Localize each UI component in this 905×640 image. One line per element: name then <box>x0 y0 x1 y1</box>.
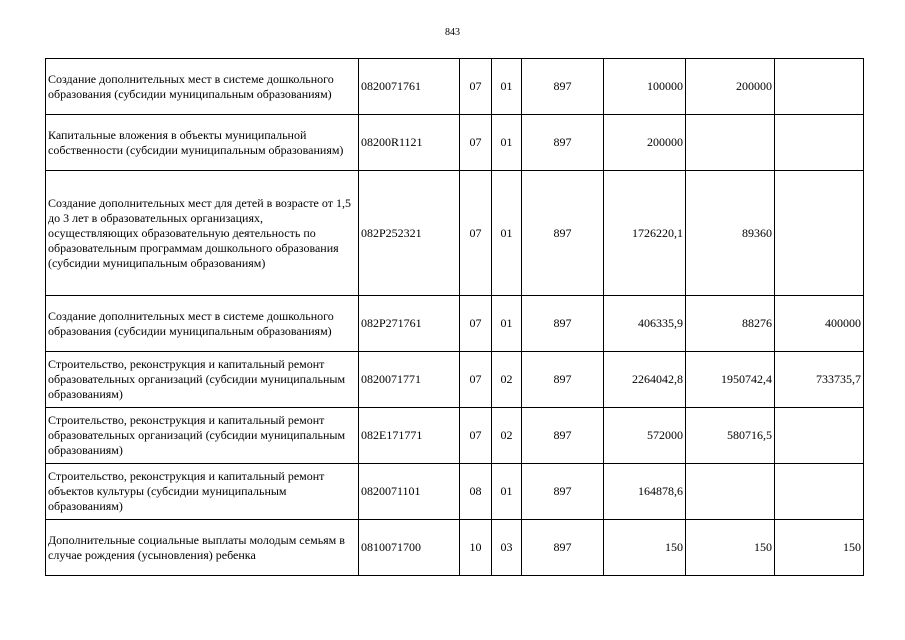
subsection-code: 03 <box>492 520 522 576</box>
section-code: 07 <box>460 352 492 408</box>
expense-name: Создание дополнительных мест в системе дошкольного образования (субсидии муниципальным образованиям) <box>46 59 359 115</box>
amount-1: 2264042,8 <box>604 352 686 408</box>
amount-3: 733735,7 <box>775 352 864 408</box>
target-code: 0810071700 <box>359 520 460 576</box>
expense-name: Дополнительные социальные выплаты молодым семьям в случае рождения (усыновления) ребенка <box>46 520 359 576</box>
table-row <box>46 408 864 464</box>
subsection-code: 02 <box>492 352 522 408</box>
amount-2: 200000 <box>686 59 775 115</box>
section-code: 07 <box>460 296 492 352</box>
amount-3: 150 <box>775 520 864 576</box>
amount-2: 150 <box>686 520 775 576</box>
amount-1: 406335,9 <box>604 296 686 352</box>
table-row <box>46 296 864 352</box>
section-code: 10 <box>460 520 492 576</box>
vr-code: 897 <box>522 352 604 408</box>
amount-2: 88276 <box>686 296 775 352</box>
amount-1: 572000 <box>604 408 686 464</box>
amount-1: 164878,6 <box>604 464 686 520</box>
expense-name: Строительство, реконструкция и капитальный ремонт объектов культуры (субсидии муниципальным образованиям) <box>46 464 359 520</box>
target-code: 082E171771 <box>359 408 460 464</box>
vr-code: 897 <box>522 520 604 576</box>
amount-2 <box>686 115 775 171</box>
section-code: 07 <box>460 408 492 464</box>
table-row <box>46 59 864 115</box>
target-code: 0820071101 <box>359 464 460 520</box>
amount-3 <box>775 464 864 520</box>
vr-code: 897 <box>522 171 604 296</box>
subsection-code: 01 <box>492 296 522 352</box>
section-code: 08 <box>460 464 492 520</box>
table-row <box>46 171 864 296</box>
table-row <box>46 520 864 576</box>
vr-code: 897 <box>522 464 604 520</box>
amount-1: 1726220,1 <box>604 171 686 296</box>
expense-name: Строительство, реконструкция и капитальный ремонт образовательных организаций (субсидии муниципальным образованиям) <box>46 408 359 464</box>
vr-code: 897 <box>522 115 604 171</box>
vr-code: 897 <box>522 59 604 115</box>
subsection-code: 01 <box>492 59 522 115</box>
section-code: 07 <box>460 115 492 171</box>
subsection-code: 02 <box>492 408 522 464</box>
expense-name: Капитальные вложения в объекты муниципальной собственности (субсидии муниципальным образованиям) <box>46 115 359 171</box>
amount-3 <box>775 115 864 171</box>
amount-1: 150 <box>604 520 686 576</box>
amount-1: 100000 <box>604 59 686 115</box>
target-code: 082P252321 <box>359 171 460 296</box>
page-number: 843 <box>445 27 460 38</box>
expense-name: Строительство, реконструкция и капитальный ремонт образовательных организаций (субсидии муниципальным образованиям) <box>46 352 359 408</box>
amount-3 <box>775 59 864 115</box>
budget-table <box>45 58 864 576</box>
target-code: 0820071771 <box>359 352 460 408</box>
amount-3 <box>775 408 864 464</box>
target-code: 0820071761 <box>359 59 460 115</box>
amount-2: 580716,5 <box>686 408 775 464</box>
amount-2 <box>686 464 775 520</box>
table-row <box>46 352 864 408</box>
amount-3: 400000 <box>775 296 864 352</box>
subsection-code: 01 <box>492 115 522 171</box>
amount-1: 200000 <box>604 115 686 171</box>
target-code: 082P271761 <box>359 296 460 352</box>
amount-2: 1950742,4 <box>686 352 775 408</box>
expense-name: Создание дополнительных мест для детей в возрасте от 1,5 до 3 лет в образовательных организациях, осуществляющих образовательную деятельность по образовательным программам дошкольного образования (субсидии муниципальным образованиям) <box>46 171 359 296</box>
subsection-code: 01 <box>492 171 522 296</box>
amount-2: 89360 <box>686 171 775 296</box>
vr-code: 897 <box>522 296 604 352</box>
vr-code: 897 <box>522 408 604 464</box>
amount-3 <box>775 171 864 296</box>
subsection-code: 01 <box>492 464 522 520</box>
table-row <box>46 464 864 520</box>
table-row <box>46 115 864 171</box>
expense-name: Создание дополнительных мест в системе дошкольного образования (субсидии муниципальным образованиям) <box>46 296 359 352</box>
section-code: 07 <box>460 171 492 296</box>
section-code: 07 <box>460 59 492 115</box>
target-code: 08200R1121 <box>359 115 460 171</box>
